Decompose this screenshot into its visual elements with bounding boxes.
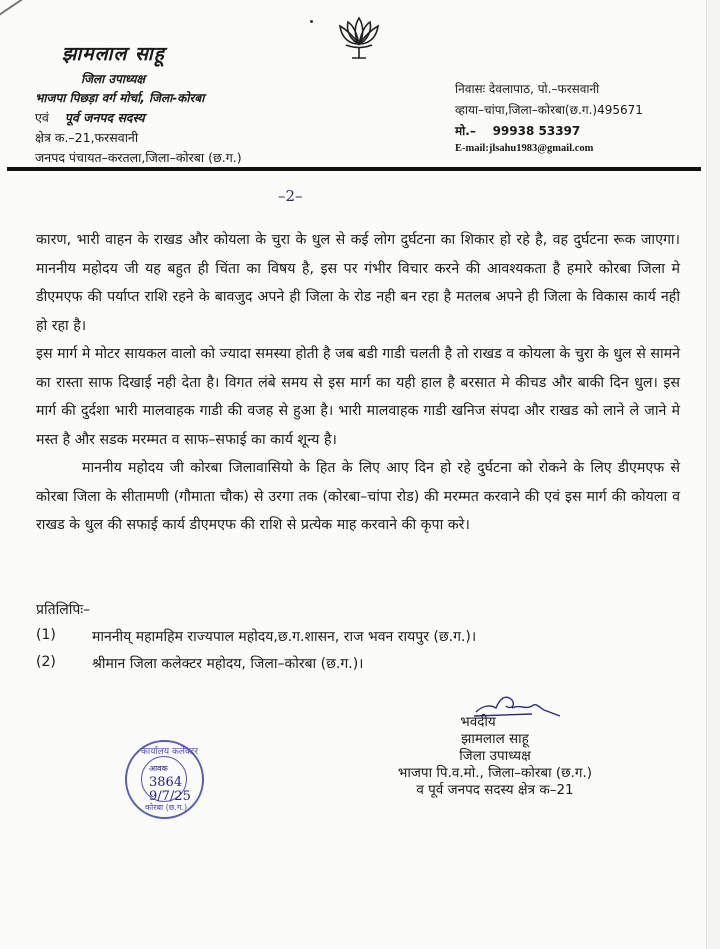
former-prefix: एवं (35, 110, 49, 125)
mobile-label: मो.– (455, 124, 476, 138)
page-number: –2– (278, 187, 303, 205)
copy-to-recipient: श्रीमान जिला कलेक्टर महोदय, जिला–कोरबा (छ.ग.)। (92, 656, 364, 672)
copy-to-number: (2) (36, 654, 56, 670)
signatory-name: झामलाल साहू (461, 731, 529, 747)
stamp-office-text: कार्यालय कलेक्टर (141, 747, 199, 757)
letterhead-left (35, 40, 242, 166)
letterhead-right (455, 80, 643, 158)
letterhead-divider (7, 167, 701, 171)
copy-to-section (36, 600, 476, 681)
folded-corner (0, 0, 60, 44)
sender-name: झामलाल साहू (62, 43, 165, 65)
sender-former-title (35, 109, 242, 126)
closing: भवदीय (460, 714, 496, 730)
signatory-designation: जिला उपाध्यक्ष (459, 748, 531, 764)
mobile-number: 99938 53397 (492, 124, 581, 138)
address-line-1: निवासः देवलापाठ, पो.–फरसवानी (455, 82, 600, 96)
copy-to-item (36, 627, 476, 646)
stamp-date: 9/7/25 (149, 789, 191, 804)
stamp-number: 3864 (149, 775, 183, 790)
sender-designation: जिला उपाध्यक्ष (81, 72, 146, 86)
email: E-mail:jlsahu1983@gmail.com (455, 143, 594, 154)
sender-panchayat: जनपद पंचायत–करतला,जिला–कोरबा (छ.ग.) (35, 150, 242, 165)
copy-to-item (36, 654, 476, 673)
sender-party-unit: भाजपा पिछड़ा वर्ग मोर्चा, जिला-कोरबा (35, 91, 205, 105)
receipt-stamp (125, 740, 204, 819)
stamp-inward-label: आवक (149, 764, 168, 773)
signature-block (330, 686, 660, 799)
stamp-district-text: कोरबा (छ.ग.) (145, 803, 188, 812)
stamp-handwriting (149, 762, 191, 804)
signatory-unit: भाजपा पि.व.मो., जिला–कोरबा (छ.ग.) (397, 765, 593, 781)
paragraph-3: माननीय महोदय जी कोरबा जिलावासियो के हित के लिए आए दिन हो रहे दुर्घटना को रोकने के लिए डीएमएफ से कोरबा जिला के सीतामणी (गौमाता चौक) से उरगा तक (कोरबा–चांपा रोड) की मरम्मत करवाने की एवं इस मार्ग की कोयला व राखड के धुल की सफाई कार्य डीएमएफ की राशि से प्रत्येक माह करवाने की कृपा करे। (36, 460, 680, 533)
sender-constituency: क्षेत्र क.–21,फरसवानी (35, 130, 139, 145)
lotus-icon (338, 14, 380, 60)
former-title: पूर्व जनपद सदस्य (64, 110, 145, 125)
copy-to-recipient: माननीय् महामहिम राज्यपाल महोदय,छ.ग.शासन, राज भवन रायपुर (छ.ग.)। (92, 629, 477, 645)
mobile-line (455, 122, 643, 139)
copy-to-number: (1) (36, 627, 56, 643)
copy-to-label: प्रतिलिपिः– (36, 602, 91, 618)
signatory-former: व पूर्व जनपद सदस्य क्षेत्र क–21 (416, 782, 574, 798)
address-line-2: व्हाया–चांपा,जिला–कोरबा(छ.ग.)495671 (455, 103, 643, 117)
paragraph-1: कारण, भारी वाहन के राखड और कोयला के चुरा के धुल से कई लोग दुर्घटना का शिकार हो रहे है, वह दुर्घटना रूक जाएगा। माननीय महोदय जी यह बहुत ही चिंता का विषय है, इस पर गंभीर विचार करने की आवश्यकता है हमारे कोरबा जिला मे डीएमएफ की पर्याप्त राशि रहने के बावजुद अपने ही जिला के रोड नही बन रहा है मतलब अपने ही जिला के विकास कार्य नही हो रहा है। (36, 232, 680, 334)
letter-body (36, 226, 680, 540)
speck (310, 20, 313, 23)
paragraph-2: इस मार्ग मे मोटर सायकल वालो को ज्यादा समस्या होती है जब बडी गाडी चलती है तो राखड व कोयला के चुरा के धुल से सामने का रास्ता साफ दिखाई नही देता है। विगत लंबे समय से इस मार्ग का यही हाल है बरसात मे कीचड और बाकी दिन धुल। इस मार्ग की दुर्दशा भारी मालवाहक गाडी की वजह से हुआ है। भारी मालवाहक गाडी खनिज संपदा और राखड को लाने ले जाने मे मस्त है और सडक मरम्मत व साफ–सफाई का कार्य शून्य है। (36, 346, 680, 448)
